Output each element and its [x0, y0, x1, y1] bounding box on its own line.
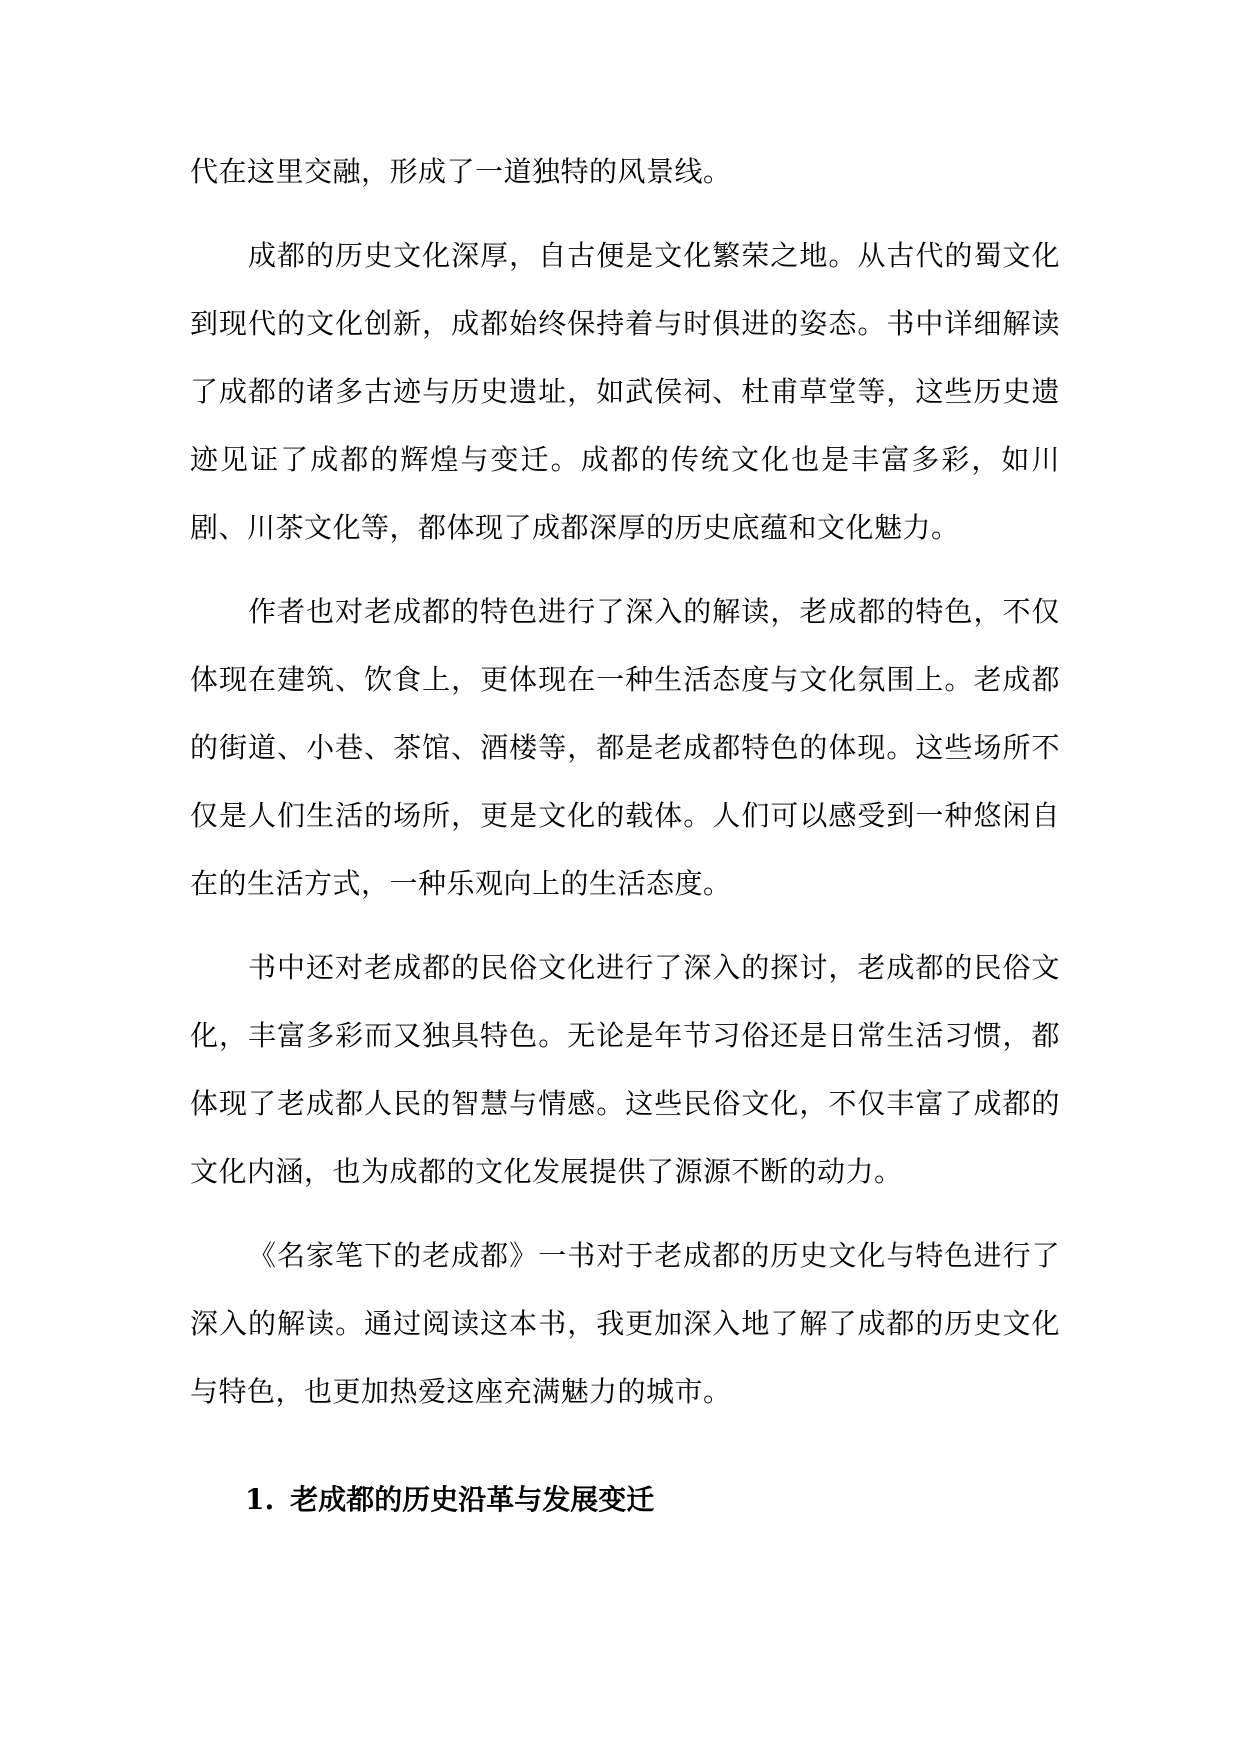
paragraph-folk-culture: 书中还对老成都的民俗文化进行了深入的探讨，老成都的民俗文化，丰富多彩而又独具特色。无论是年节习俗还是日常生活习惯，都体现了老成都人民的智慧与情感。这些民俗文化，不仅丰富了成都的文化内涵，也为成都的文化发展提供了源源不断的动力。 — [190, 951, 1060, 1188]
section-number: 1. — [245, 1483, 275, 1516]
section-title: 老成都的历史沿革与发展变迁 — [290, 1483, 655, 1516]
paragraph-continuation: 代在这里交融，形成了一道独特的风景线。 — [190, 155, 732, 188]
body-text — [190, 138, 1060, 1442]
paragraph-old-chengdu-features: 作者也对老成都的特色进行了深入的解读，老成都的特色，不仅体现在建筑、饮食上，更体现在一种生活态度与文化氛围上。老成都的街道、小巷、茶馆、酒楼等，都是老成都特色的体现。这些场所不仅是人们生活的场所，更是文化的载体。人们可以感受到一种悠闲自在的生活方式，一种乐观向上的生活态度。 — [190, 595, 1060, 900]
section-heading — [245, 1480, 654, 1520]
paragraph-book-summary: 《名家笔下的老成都》一书对于老成都的历史文化与特色进行了深入的解读。通过阅读这本书，我更加深入地了解了成都的历史文化与特色，也更加热爱这座充满魅力的城市。 — [190, 1239, 1060, 1408]
paragraph-history-culture: 成都的历史文化深厚，自古便是文化繁荣之地。从古代的蜀文化到现代的文化创新，成都始终保持着与时俱进的姿态。书中详细解读了成都的诸多古迹与历史遗址，如武侯祠、杜甫草堂等，这些历史遗迹见证了成都的辉煌与变迁。成都的传统文化也是丰富多彩，如川剧、川茶文化等，都体现了成都深厚的历史底蕴和文化魅力。 — [190, 239, 1060, 544]
